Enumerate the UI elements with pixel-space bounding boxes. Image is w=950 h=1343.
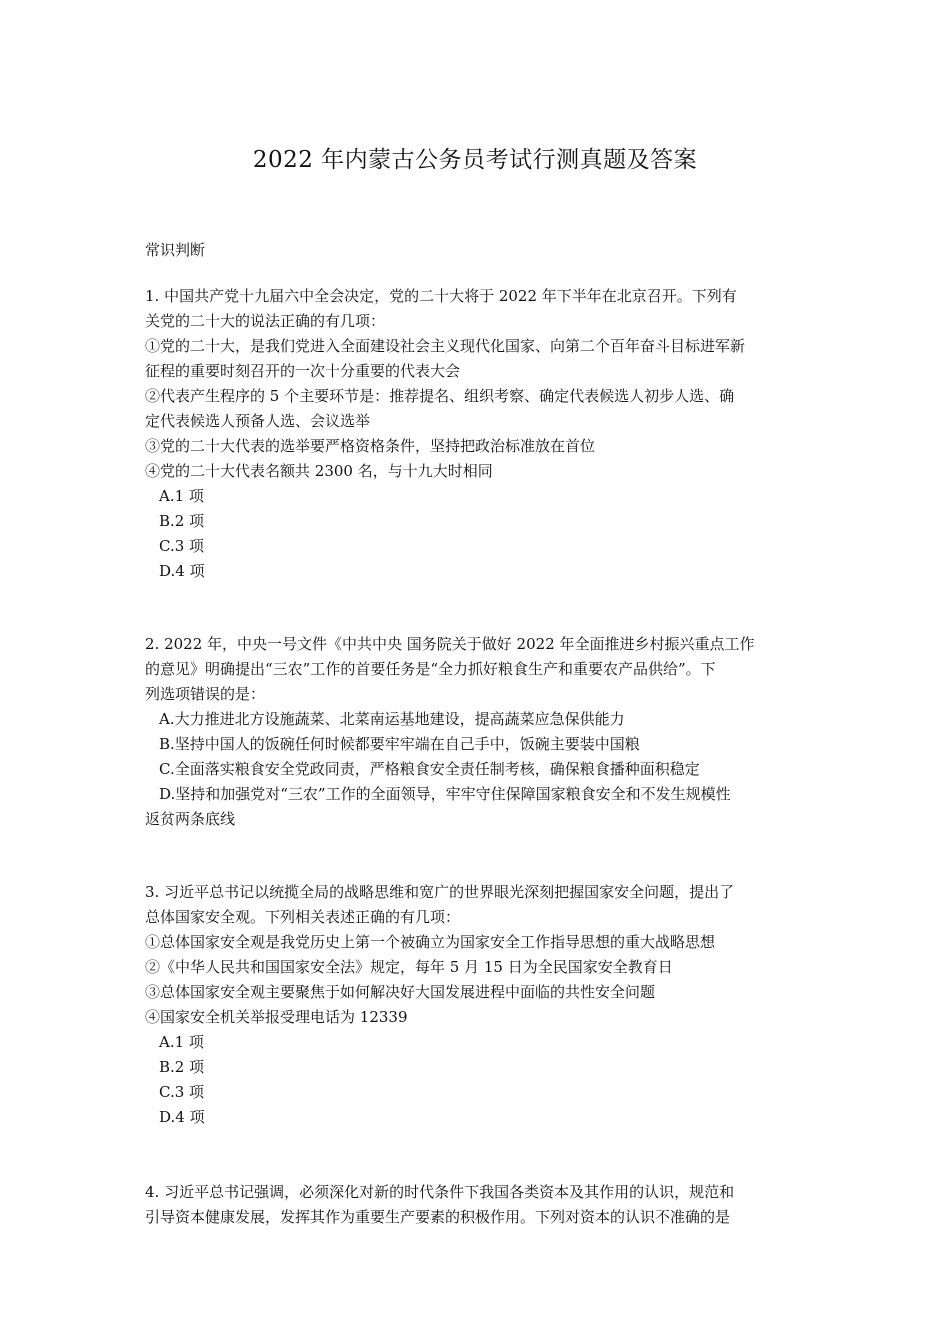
- option-d: D.4 项: [159, 562, 205, 580]
- option-c: C.3 项: [159, 537, 205, 555]
- question-stem: 引导资本健康发展，发挥其作为重要生产要素的积极作用。下列对资本的认识不准确的是: [145, 1208, 731, 1226]
- statement-3: ③党的二十大代表的选举要严格资格条件，坚持把政治标准放在首位: [145, 437, 596, 455]
- question-stem: 关党的二十大的说法正确的有几项：: [145, 312, 386, 330]
- section-heading: 常识判断: [145, 241, 206, 259]
- statement-2-cont: 定代表候选人预备人选、会议选举: [145, 412, 371, 430]
- option-d: D.坚持和加强党对“三农”工作的全面领导，牢牢守住保障国家粮食安全和不发生规模性: [159, 785, 731, 803]
- question-3: [145, 880, 825, 1130]
- question-4: [145, 1180, 825, 1230]
- question-stem: 4. 习近平总书记强调，必须深化对新的时代条件下我国各类资本及其作用的认识，规范和: [145, 1183, 735, 1201]
- option-b: B.2 项: [159, 512, 205, 530]
- option-c: C.3 项: [159, 1083, 205, 1101]
- question-stem: 2. 2022 年，中央一号文件《中共中央 国务院关于做好 2022 年全面推进乡村振兴重点工作: [145, 635, 755, 653]
- option-d-cont: 返贫两条底线: [145, 810, 236, 828]
- question-stem: 总体国家安全观。下列相关表述正确的有几项：: [145, 908, 461, 926]
- option-d: D.4 项: [159, 1108, 205, 1126]
- question-1: [145, 284, 825, 584]
- statement-1: ①总体国家安全观是我党历史上第一个被确立为国家安全工作指导思想的重大战略思想: [145, 933, 716, 951]
- question-stem: 的意见》明确提出“三农”工作的首要任务是“全力抓好粮食生产和重要农产品供给”。下: [145, 660, 716, 678]
- question-stem: 1. 中国共产党十九届六中全会决定，党的二十大将于 2022 年下半年在北京召开。下列有: [145, 287, 737, 305]
- document-title: 2022 年内蒙古公务员考试行测真题及答案: [252, 147, 698, 173]
- statement-1-cont: 征程的重要时刻召开的一次十分重要的代表大会: [145, 362, 461, 380]
- statement-4: ④国家安全机关举报受理电话为 12339: [145, 1008, 408, 1026]
- option-b: B.2 项: [159, 1058, 205, 1076]
- statement-4: ④党的二十大代表名额共 2300 名，与十九大时相同: [145, 462, 493, 480]
- option-a: A.1 项: [159, 487, 204, 505]
- option-a: A.大力推进北方设施蔬菜、北菜南运基地建设，提高蔬菜应急保供能力: [159, 710, 625, 728]
- question-stem: 3. 习近平总书记以统揽全局的战略思维和宽广的世界眼光深刻把握国家安全问题，提出了: [145, 883, 735, 901]
- option-c: C.全面落实粮食安全党政同责，严格粮食安全责任制考核，确保粮食播种面积稳定: [159, 760, 700, 778]
- statement-2: ②《中华人民共和国国家安全法》规定，每年 5 月 15 日为全民国家安全教育日: [145, 958, 673, 976]
- option-a: A.1 项: [159, 1033, 204, 1051]
- option-b: B.坚持中国人的饭碗任何时候都要牢牢端在自己手中，饭碗主要装中国粮: [159, 735, 640, 753]
- question-2: [145, 632, 825, 832]
- statement-2: ②代表产生程序的 5 个主要环节是：推荐提名、组织考察、确定代表候选人初步人选、确: [145, 387, 735, 405]
- question-stem: 列选项错误的是：: [145, 685, 266, 703]
- statement-3: ③总体国家安全观主要聚焦于如何解决好大国发展进程中面临的共性安全问题: [145, 983, 656, 1001]
- statement-1: ①党的二十大，是我们党进入全面建设社会主义现代化国家、向第二个百年奋斗目标进军新: [145, 337, 746, 355]
